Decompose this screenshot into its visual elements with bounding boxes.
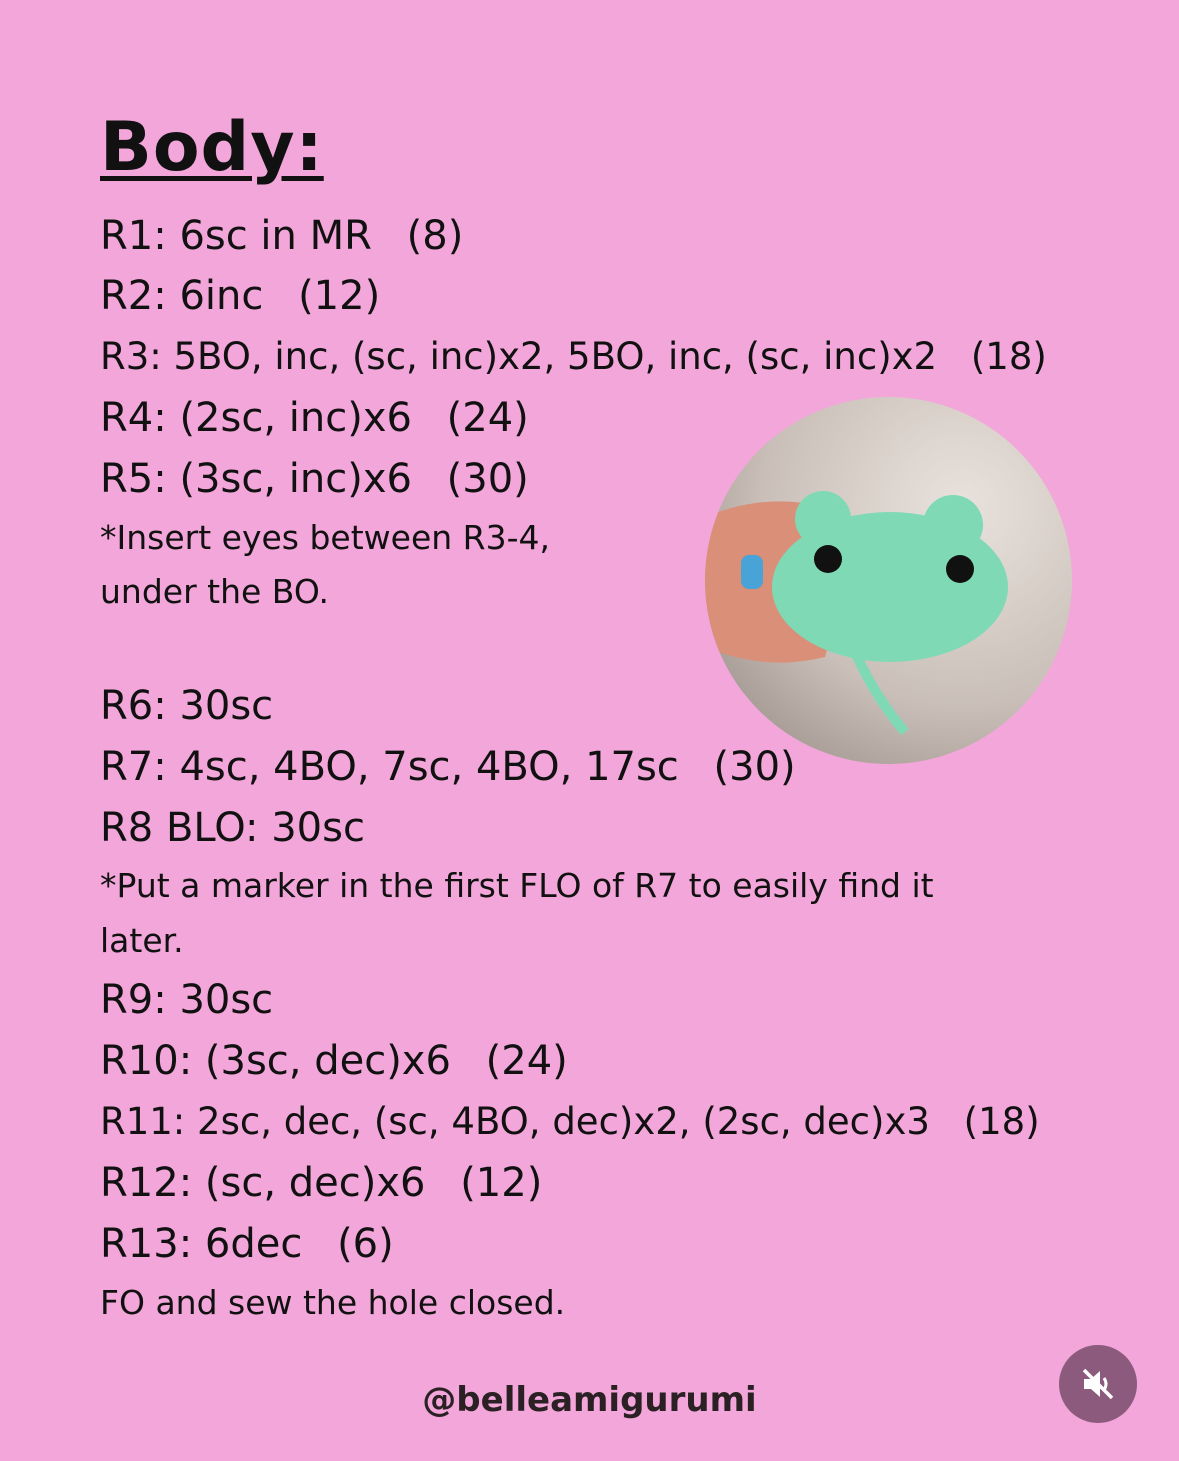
row-label: R12: [100, 1160, 193, 1206]
speaker-muted-icon [1078, 1364, 1118, 1404]
row-7 [100, 743, 796, 791]
mute-button[interactable] [1059, 1345, 1137, 1423]
row-text: 30sc [271, 805, 365, 851]
row-label: R5: [100, 456, 167, 502]
row-text: 4sc, 4BO, 7sc, 4BO, 17sc [179, 744, 679, 790]
marker-note-line-2: later. [100, 921, 184, 960]
frog-ear-left [795, 491, 851, 547]
row-text: 6dec [204, 1221, 303, 1267]
row-count: (18) [970, 335, 1047, 378]
row-count: (12) [298, 273, 381, 319]
row-11 [100, 1098, 1040, 1146]
row-4 [100, 394, 529, 442]
row-text: 2sc, dec, (sc, 4BO, dec)x2, (2sc, dec)x3 [197, 1100, 930, 1143]
row-label: R6: [100, 683, 167, 729]
row-label: R13: [100, 1221, 193, 1267]
row-count: (30) [713, 744, 796, 790]
row-13 [100, 1220, 394, 1268]
row-text: (3sc, dec)x6 [204, 1038, 451, 1084]
yarn-strand [855, 652, 905, 732]
row-label: R8 BLO: [100, 805, 259, 851]
row-10 [100, 1037, 568, 1085]
row-12 [100, 1159, 542, 1207]
row-text: 6sc in MR [179, 213, 372, 259]
row-label: R3: [100, 335, 162, 378]
row-count: (18) [963, 1100, 1040, 1143]
row-text: (3sc, inc)x6 [179, 456, 412, 502]
frog-eye-left [814, 545, 842, 573]
row-count: (24) [446, 395, 529, 441]
eyes-note-line-1: *Insert eyes between R3-4, [100, 518, 550, 557]
row-2 [100, 272, 380, 320]
row-label: R2: [100, 273, 167, 319]
frog-ear-right [923, 495, 983, 555]
row-count: (12) [460, 1160, 543, 1206]
row-6 [100, 682, 273, 730]
row-1 [100, 212, 463, 260]
row-label: R7: [100, 744, 167, 790]
marker-note-line-1: *Put a marker in the first FLO of R7 to easily find it [100, 866, 934, 905]
row-5 [100, 455, 529, 503]
row-text: 30sc [179, 683, 274, 729]
row-count: (8) [406, 213, 464, 259]
row-9 [100, 976, 273, 1024]
row-count: (30) [446, 456, 529, 502]
finish-note: FO and sew the hole closed. [100, 1283, 566, 1322]
watermark-handle: @belleamigurumi [422, 1380, 757, 1420]
frog-illustration [705, 397, 1072, 764]
row-label: R4: [100, 395, 167, 441]
row-text: (sc, dec)x6 [204, 1160, 426, 1206]
row-text: 5BO, inc, (sc, inc)x2, 5BO, inc, (sc, inc)x2 [173, 335, 938, 378]
row-count: (6) [337, 1221, 394, 1267]
row-label: R10: [100, 1038, 193, 1084]
page-title: Body: [100, 108, 324, 187]
eyes-note-line-2: under the BO. [100, 572, 329, 611]
row-text: 30sc [179, 977, 274, 1023]
frog-eye-right [946, 555, 974, 583]
row-label: R1: [100, 213, 167, 259]
row-8 [100, 804, 365, 852]
row-3 [100, 333, 1047, 381]
row-text: 6inc [179, 273, 264, 319]
row-label: R11: [100, 1100, 186, 1143]
stitch-marker [741, 555, 763, 589]
row-text: (2sc, inc)x6 [179, 395, 412, 441]
row-label: R9: [100, 977, 167, 1023]
row-count: (24) [485, 1038, 568, 1084]
frog-photo [705, 397, 1072, 764]
